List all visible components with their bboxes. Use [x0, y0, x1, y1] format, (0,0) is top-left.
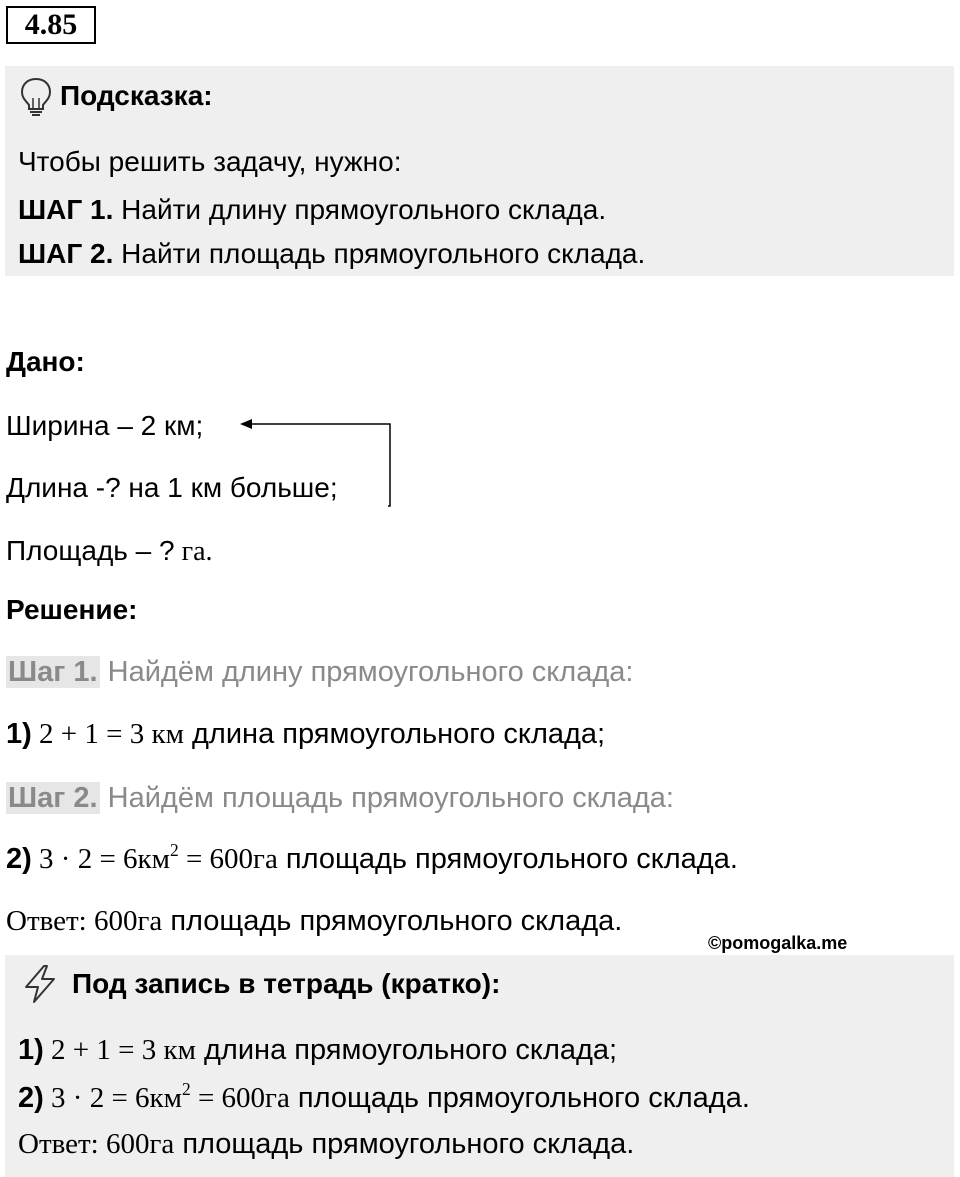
hint-step2-text: Найти площадь прямоугольного склада.: [113, 238, 646, 269]
solution-answer: [6, 905, 622, 938]
summary-line1-num: 1): [18, 1034, 44, 1066]
summary-answer: [18, 1128, 634, 1161]
summary-title: Под запись в тетрадь (кратко):: [72, 968, 501, 999]
solution-line2-math: [31, 839, 278, 875]
copyright: ©pomogalka.me: [708, 933, 848, 953]
given-area-unit: га.: [174, 536, 213, 567]
given-width: Ширина – 2 км;: [6, 410, 204, 441]
hint-step1-text: Найти длину прямоугольного склада.: [113, 194, 607, 225]
summary-answer-label: Ответ: 600га: [18, 1128, 175, 1160]
solution-step1-text: Найдём длину прямоугольного склада:: [99, 656, 634, 688]
summary-line1-math: 2 + 1 = 3 км: [43, 1034, 196, 1066]
solution-step2-label: Шаг 2.: [8, 782, 98, 814]
solution-line2-math-b: = 600га: [178, 843, 278, 875]
summary-line2-num: 2): [18, 1082, 44, 1114]
solution-line2: [6, 839, 738, 876]
solution-answer-text: площадь прямоугольного склада.: [162, 905, 623, 937]
solution-step2-text: Найдём площадь прямоугольного склада:: [99, 782, 674, 814]
summary-line2-math-a: 3 · 2 = 6км: [43, 1082, 182, 1114]
solution-line2-math-a: 3 · 2 = 6км: [31, 843, 170, 875]
solution-answer-label: Ответ: 600га: [6, 905, 163, 937]
summary-line1: [18, 1034, 617, 1067]
solution-line1: [6, 718, 605, 751]
relation-arrow: [230, 414, 400, 514]
given-title: Дано:: [6, 346, 85, 377]
solution-line1-text: длина прямоугольного склада;: [183, 718, 606, 750]
lightbulb-icon: [18, 76, 54, 118]
given-area: [6, 535, 213, 568]
lightning-icon: [20, 963, 60, 1005]
hint-step2: [18, 238, 645, 270]
summary-line2-math-b: = 600га: [190, 1082, 290, 1114]
summary-line2-math: [43, 1078, 290, 1114]
summary-line2: [18, 1078, 750, 1115]
given-length: Длина -? на 1 км больше;: [6, 472, 338, 503]
solution-step2: [6, 782, 674, 815]
solution-line1-math: 2 + 1 = 3 км: [31, 718, 184, 750]
solution-step1: [6, 656, 633, 689]
hint-intro: Чтобы решить задачу, нужно:: [18, 146, 402, 177]
hint-title: Подсказка:: [60, 80, 213, 111]
summary-line2-sup: 2: [182, 1078, 191, 1099]
solution-line2-num: 2): [6, 843, 32, 875]
problem-number: 4.85: [6, 6, 96, 44]
hint-step1-label: ШАГ 1.: [18, 194, 114, 225]
summary-answer-text: площадь прямоугольного склада.: [174, 1128, 635, 1160]
hint-step1: [18, 194, 606, 226]
summary-line2-text: площадь прямоугольного склада.: [289, 1082, 750, 1114]
summary-line1-text: длина прямоугольного склада;: [195, 1034, 618, 1066]
solution-line2-text: площадь прямоугольного склада.: [277, 843, 738, 875]
given-area-text: Площадь – ?: [6, 535, 175, 566]
solution-title: Решение:: [6, 594, 138, 625]
solution-line2-sup: 2: [170, 839, 179, 860]
hint-step2-label: ШАГ 2.: [18, 238, 114, 269]
solution-line1-num: 1): [6, 718, 32, 750]
solution-step1-label: Шаг 1.: [8, 656, 98, 688]
